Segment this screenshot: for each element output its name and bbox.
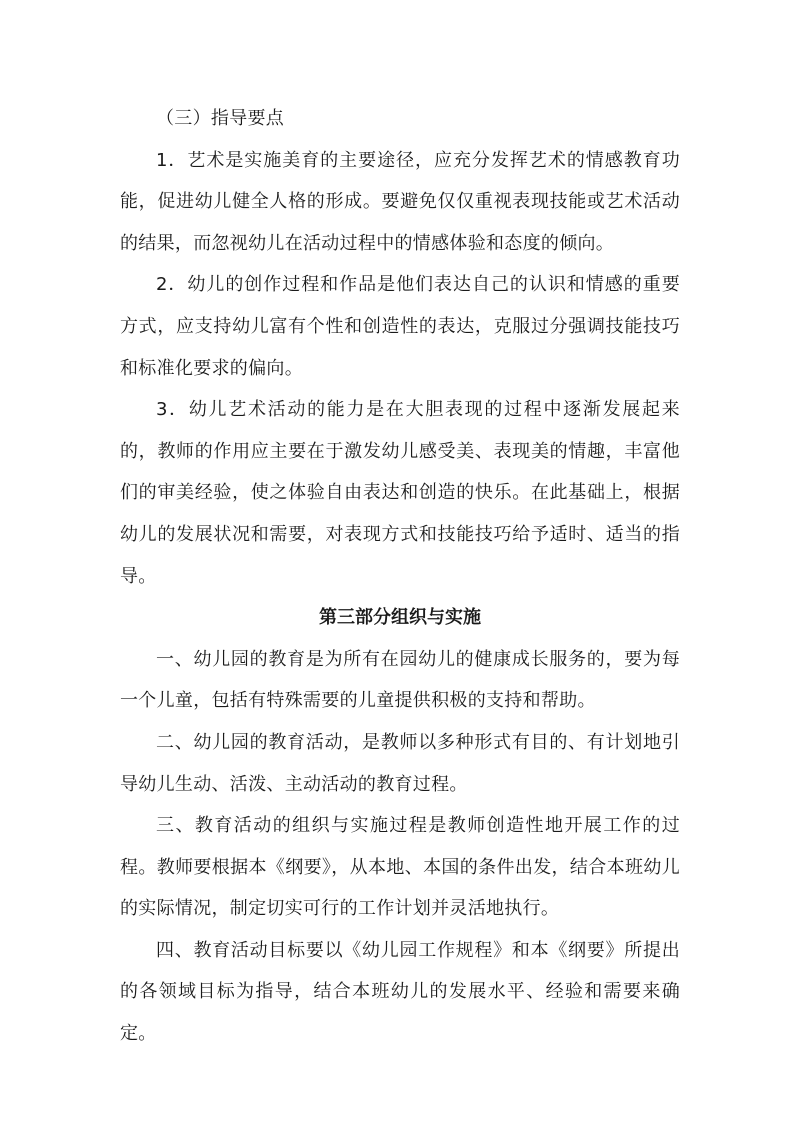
guidance-point-1: 1．艺术是实施美育的主要途径，应充分发挥艺术的情感教育功能，促进幼儿健全人格的形成。要避免仅仅重视表现技能或艺术活动的结果，而忽视幼儿在活动过程中的情感体验和态度的倾向。	[120, 149, 680, 254]
section-paragraph-2: 二、幼儿园的教育活动，是教师以多种形式有目的、有计划地引导幼儿生动、活泼、主动活动的教育过程。	[120, 731, 680, 795]
section-paragraph-4: 四、教育活动目标要以《幼儿园工作规程》和本《纲要》所提出的各领域目标为指导，结合本班幼儿的发展水平、经验和需要来确定。	[120, 939, 680, 1045]
guidance-point-3: 3．幼儿艺术活动的能力是在大胆表现的过程中逐渐发展起来的，教师的作用应主要在于激发幼儿感受美、表现美的情趣，丰富他们的审美经验，使之体验自由表达和创造的快乐。在此基础上，根据幼儿的发展状况和需要，对表现方式和技能技巧给予适时、适当的指导。	[120, 399, 680, 587]
guidance-point-2: 2．幼儿的创作过程和作品是他们表达自己的认识和情感的重要方式，应支持幼儿富有个性和创造性的表达，克服过分强调技能技巧和标准化要求的偏向。	[120, 274, 680, 379]
section-title: 第三部分组织与实施	[319, 607, 481, 629]
document-body	[120, 98, 680, 1055]
section-paragraph-3: 三、教育活动的组织与实施过程是教师创造性地开展工作的过程。教师要根据本《纲要》，从本地、本国的条件出发，结合本班幼儿的实际情况，制定切实可行的工作计划并灵活地执行。	[120, 815, 680, 920]
section-paragraph-1: 一、幼儿园的教育是为所有在园幼儿的健康成长服务的，要为每一个儿童，包括有特殊需要的儿童提供积极的支持和帮助。	[120, 648, 680, 712]
subheading-guidance-points: （三）指导要点	[156, 108, 285, 129]
